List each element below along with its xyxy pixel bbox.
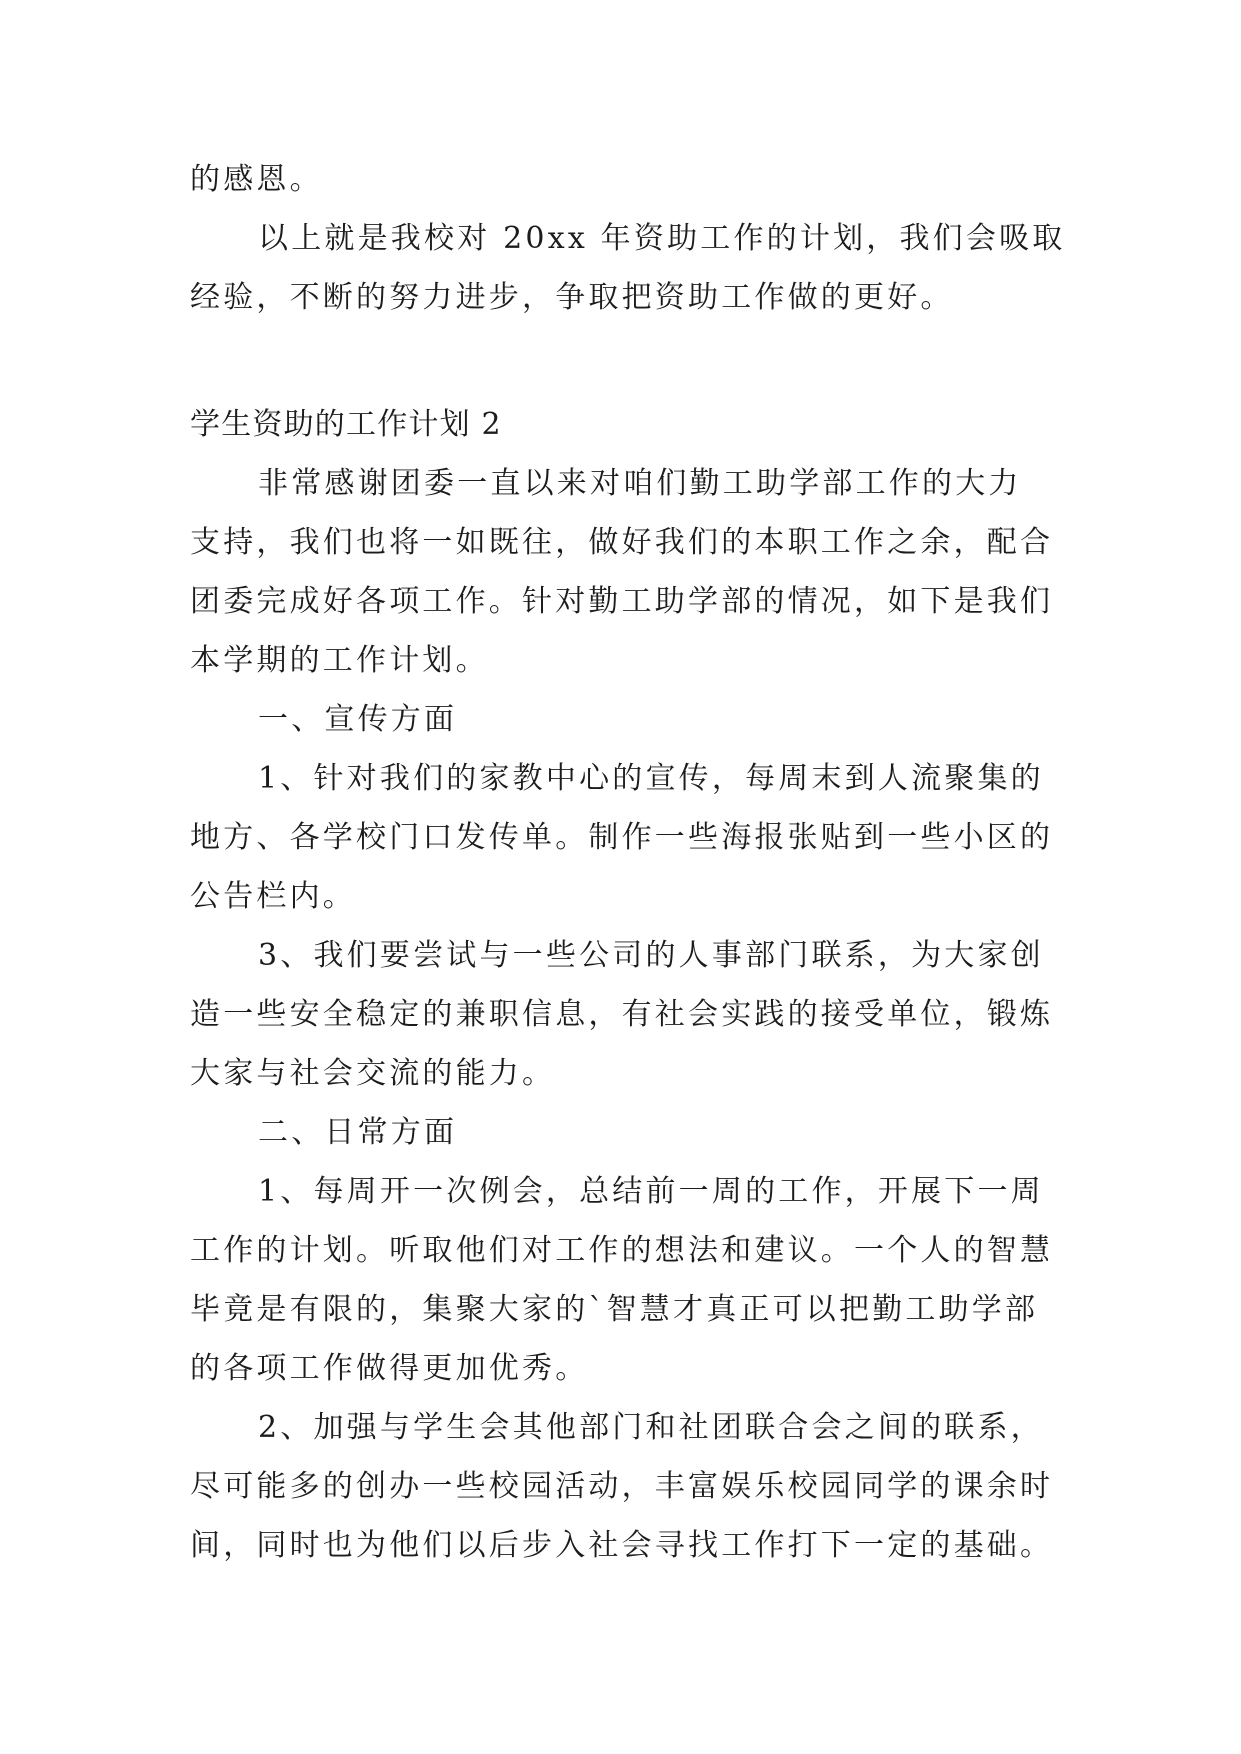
text-line: 尽可能多的创办一些校园活动，丰富娱乐校园同学的课余时: [190, 1469, 1054, 1504]
text-line: 支持，我们也将一如既往，做好我们的本职工作之余，配合: [190, 525, 1054, 560]
paragraph-start: 3、我们要尝试与一些公司的人事部门联系，为大家创: [258, 938, 1044, 973]
paragraph-start: 1、针对我们的家教中心的宣传，每周末到人流聚集的: [258, 761, 1044, 796]
subheading: 一、宣传方面: [258, 702, 458, 737]
text-line: 公告栏内。: [190, 879, 356, 914]
text-line: 的感恩。: [190, 162, 323, 197]
text-line: 经验，不断的努力进步，争取把资助工作做的更好。: [190, 280, 954, 315]
text-line: 团委完成好各项工作。针对勤工助学部的情况，如下是我们: [190, 584, 1054, 619]
section-gap: [190, 327, 1066, 395]
text-line: 大家与社会交流的能力。: [190, 1056, 556, 1091]
text-line: 间，同时也为他们以后步入社会寻找工作打下一定的基础。: [190, 1528, 1054, 1563]
text-line: 地方、各学校门口发传单。制作一些海报张贴到一些小区的: [190, 820, 1054, 855]
paragraph-start: 以上就是我校对 20xx 年资助工作的计划，我们会吸取: [258, 221, 1066, 256]
text-line: 本学期的工作计划。: [190, 643, 489, 678]
document-body: [190, 150, 1066, 1575]
text-line: 工作的计划。听取他们对工作的想法和建议。一个人的智慧: [190, 1233, 1054, 1268]
text-line: 造一些安全稳定的兼职信息，有社会实践的接受单位，锻炼: [190, 997, 1054, 1032]
text-line: 毕竟是有限的，集聚大家的`智慧才真正可以把勤工助学部: [190, 1292, 1039, 1327]
text-line: 的各项工作做得更加优秀。: [190, 1351, 589, 1386]
paragraph-start: 2、加强与学生会其他部门和社团联合会之间的联系，: [258, 1410, 1044, 1445]
subheading: 二、日常方面: [258, 1115, 458, 1150]
section-heading: 学生资助的工作计划 2: [190, 407, 502, 442]
paragraph-start: 非常感谢团委一直以来对咱们勤工助学部工作的大力: [258, 466, 1022, 501]
paragraph-start: 1、每周开一次例会，总结前一周的工作，开展下一周: [258, 1174, 1044, 1209]
